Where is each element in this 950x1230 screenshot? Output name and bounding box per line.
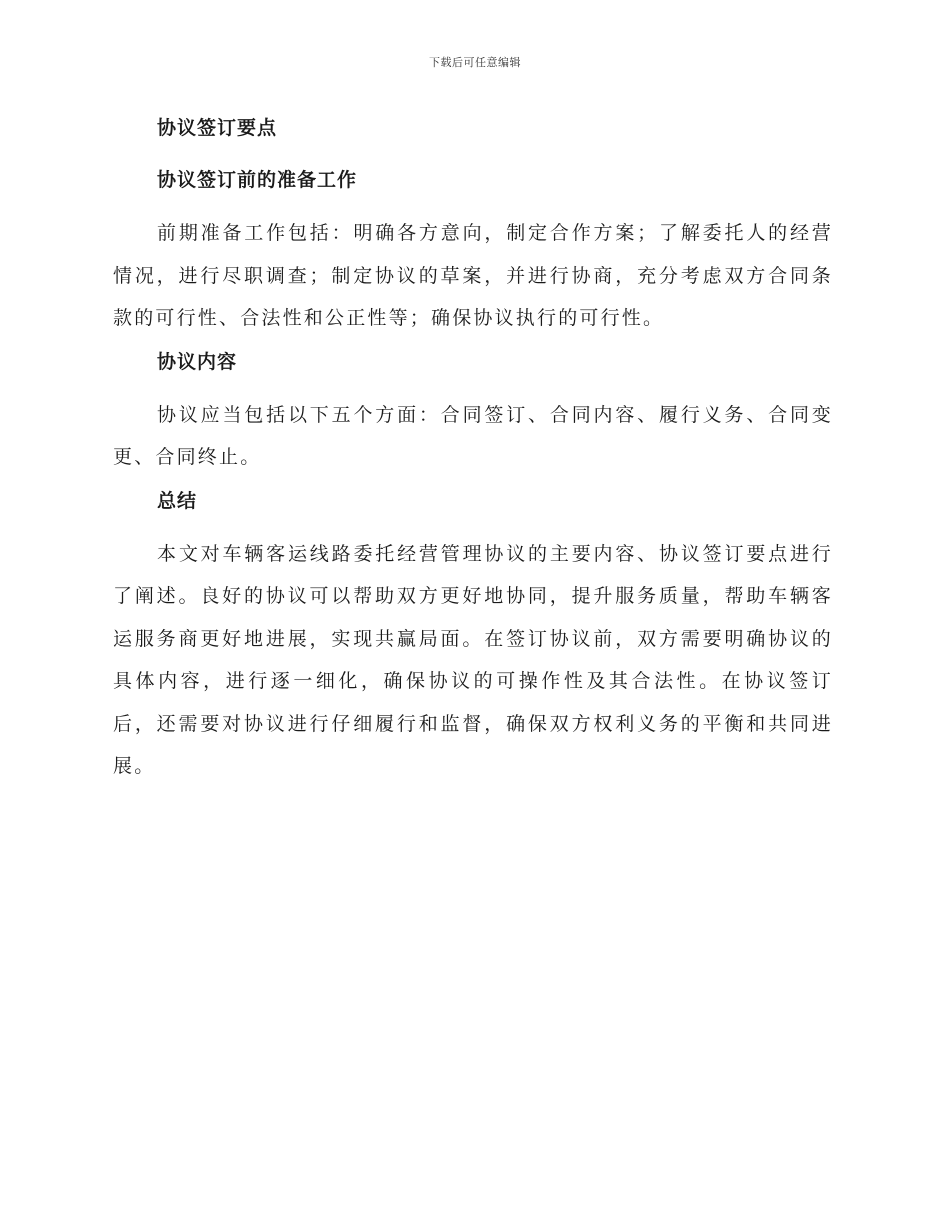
paragraph-summary: 本文对车辆客运线路委托经营管理协议的主要内容、协议签订要点进行了阐述。良好的协议可以帮助双方更好地协同，提升服务质量，帮助车辆客运服务商更好地进展，实现共赢局面。在签订协议前，双方需要明确协议的具体内容，进行逐一细化，确保协议的可操作性及其合法性。在协议签订后，还需要对协议进行仔细履行和监督，确保双方权利义务的平衡和共同进展。	[113, 542, 833, 777]
section-heading-content: 协议内容	[157, 350, 238, 373]
page-header: 下载后可任意编辑	[429, 56, 521, 69]
section-heading-signing-points: 协议签订要点	[157, 117, 278, 139]
paragraph-preparation: 前期准备工作包括：明确各方意向，制定合作方案；了解委托人的经营情况，进行尽职调查；制定协议的草案，并进行协商，充分考虑双方合同条款的可行性、合法性和公正性等；确保协议执行的可行性。	[113, 222, 833, 329]
document-body	[113, 108, 833, 788]
section-heading-preparation: 协议签订前的准备工作	[157, 169, 358, 191]
paragraph-content: 协议应当包括以下五个方面：合同签订、合同内容、履行义务、合同变更、合同终止。	[113, 403, 833, 468]
section-heading-summary: 总结	[157, 489, 198, 512]
